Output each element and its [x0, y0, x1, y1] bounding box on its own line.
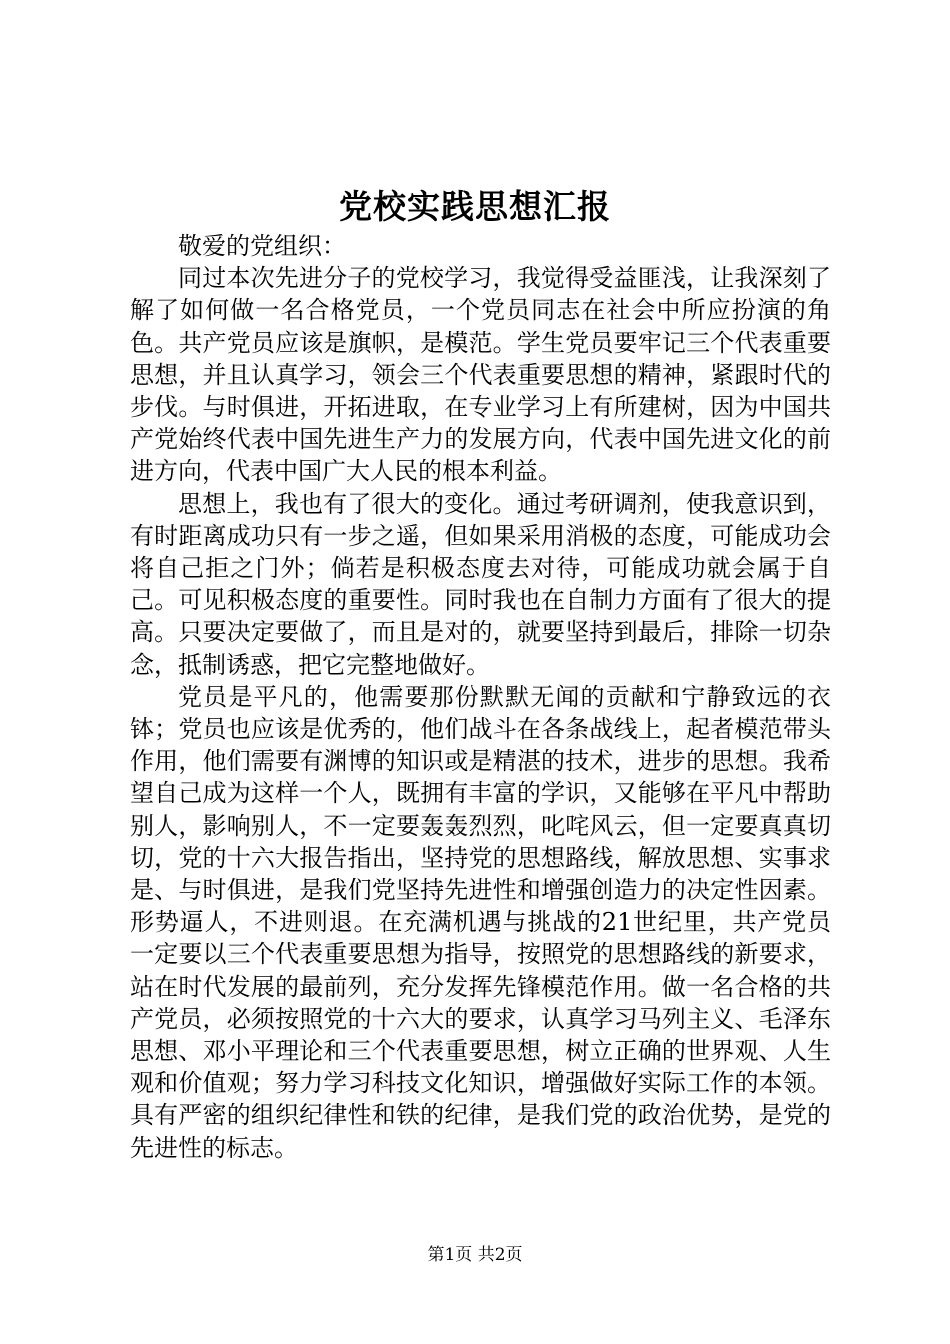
page-footer: 第1页 共2页: [427, 1245, 523, 1265]
paragraph-3: 党员是平凡的，他需要那份默默无闻的贡献和宁静致远的衣钵；党员也应该是优秀的，他们战斗在各条战线上，起者模范带头作用，他们需要有渊博的知识或是精湛的技术，进步的思想。我希望自己成为这样一个人，既拥有丰富的学识，又能够在平凡中帮助别人，影响别人，不一定要轰轰烈烈，叱咤风云，但一定要真真切切，党的十六大报告指出，坚持党的思想路线，解放思想、实事求是、与时俱进，是我们党坚持先进性和增强创造力的决定性因素。形势逼人，不进则退。在充满机遇与挑战的21世纪里，共产党员一定要以三个代表重要思想为指导，按照党的思想路线的新要求，站在时代发展的最前列，充分发挥先锋模范作用。做一名合格的共产党员，必须按照党的十六大的要求，认真学习马列主义、毛泽东思想、邓小平理论和三个代表重要思想，树立正确的世界观、人生观和价值观；努力学习科技文化知识，增强做好实际工作的本领。具有严密的组织纪律性和铁的纪律，是我们党的政治优势，是党的先进性的标志。: [130, 682, 831, 1162]
document-body: [130, 230, 831, 1164]
paragraph-1: 同过本次先进分子的党校学习，我觉得受益匪浅，让我深刻了解了如何做一名合格党员，一个党员同志在社会中所应扮演的角色。共产党员应该是旗帜，是模范。学生党员要牢记三个代表重要思想，并且认真学习，领会三个代表重要思想的精神，紧跟时代的步伐。与时俱进，开拓进取，在专业学习上有所建树，因为中国共产党始终代表中国先进生产力的发展方向，代表中国先进文化的前进方向，代表中国广大人民的根本利益。: [130, 264, 831, 486]
document-title: 党校实践思想汇报: [339, 187, 611, 226]
salutation: 敬爱的党组织：: [178, 232, 346, 260]
paragraph-2: 思想上，我也有了很大的变化。通过考研调剂，使我意识到，有时距离成功只有一步之遥，但如果采用消极的态度，可能成功会将自己拒之门外；倘若是积极态度去对待，可能成功就会属于自己。可见积极态度的重要性。同时我也在自制力方面有了很大的提高。只要决定要做了，而且是对的，就要坚持到最后，排除一切杂念，抵制诱惑，把它完整地做好。: [130, 489, 831, 679]
